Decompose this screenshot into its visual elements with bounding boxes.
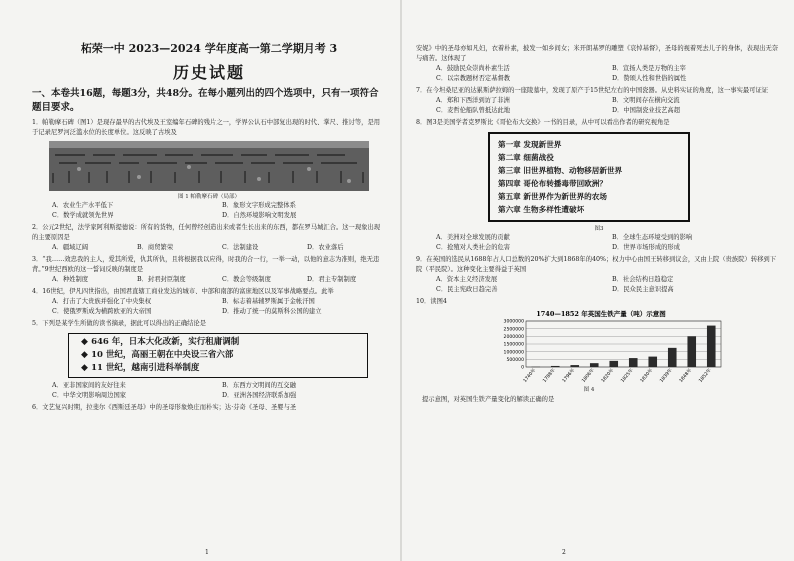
x-tick-label: 1796年: [561, 368, 577, 384]
contents-line-1: 第一章 发现新世界: [498, 140, 562, 149]
x-tick-label: 1852年: [698, 368, 713, 384]
palermo-stone-image: [49, 141, 369, 191]
question-8: 8．图3是美国学者克罗斯比《哥伦布大交换》一书的目录，从中可以看出作者的研究视角是: [416, 119, 670, 126]
q3-option-a: A．种姓制度: [52, 276, 89, 283]
q6-option-a: A．鼓励民众崇尚朴素生活: [436, 65, 510, 72]
q4-option-a: A．打击了大贵族并强化了中央集权: [52, 298, 152, 305]
question-1: 1．帕勒摩石碑（图1）是现存最早的古代埃及王室编年石碑的残片之一，学界公认石中部复出现的时代、掌尺、推讨等，是用于记录尼罗河泛滥水位的长度单位。这反映了古埃及: [32, 119, 381, 136]
x-tick-label: 1806年: [581, 368, 596, 384]
question-7: 7．在今坦桑尼亚的达累斯萨拉姆的一座陵墓中，发现了原产于15世纪左右的中国瓷器。从史料实证的角度，这一事实最可证证: [416, 87, 769, 94]
x-tick-label: 1839年: [659, 368, 674, 384]
question-9: 9．在英国的选民从1688年占人口总数的20%扩大到1868年的40%；权力中心由国王转移到议会，又由上院（贵族院）转移到下院（平民院）。这种变化主要得益于英国: [416, 256, 777, 273]
q8-option-c: C．抢殖对人类社会的危害: [436, 244, 511, 251]
q3-option-d: D．君主专制制度: [307, 276, 357, 283]
contents-line-3: 第三章 旧世界植物、动物移居新世界: [498, 166, 623, 175]
y-tick-label: 2500000: [503, 327, 524, 333]
chart-title: 1740—1852 年英国生铁产量（吨）示意图: [536, 310, 666, 318]
q1-option-d: D．自然环境影响文明发展: [222, 212, 297, 219]
q7-option-a: A．郑和下西洋到访了非洲: [436, 97, 510, 104]
reading-notes-box: [68, 333, 368, 378]
q2-option-d: D．农业落后: [307, 244, 344, 251]
q2-option-a: A．疆域辽阔: [52, 244, 89, 251]
y-tick-label: 1500000: [503, 342, 524, 348]
page-number-1: 1: [205, 549, 209, 556]
q6-option-c: C．以宗教题材否定基督教: [436, 75, 511, 82]
exam-subtitle: 历史试题: [172, 63, 245, 82]
contents-line-5: 第五章 新世界作为新世界的农场: [498, 192, 607, 201]
question-6-continued: 安妮》中的圣母亦如凡妇，衣着朴素，披发一如乡间女；米开朗基罗的雕塑《哀悼基督》，圣母的视着死去儿子的身体，表现出无奈与痛苦。这体现了: [416, 45, 779, 62]
note-3: 11 世纪，越南引进科举制度: [91, 363, 200, 373]
q3-option-c: C．教会等级制度: [222, 276, 271, 283]
bar-1830年: [648, 357, 657, 367]
contents-line-2: 第二章 细菌战役: [498, 153, 554, 162]
q5-option-c: C．中华文明影响周边国家: [52, 392, 127, 399]
q6-option-b: B．宣扬人类是万物的主宰: [612, 65, 686, 72]
image-4-caption: 图 4: [583, 387, 595, 393]
q1-option-b: B．象形文字形成完整体系: [222, 202, 296, 209]
question-3: 3．“我……效忠我的主人，爱其所爱，仇其所仇，且将根据我以应得，时我的合一行，一举一动，以他的意志为准则，绝无违背。”9世纪西欧的这一誓词反映的制度是: [32, 256, 380, 273]
y-tick-label: 500000: [506, 357, 524, 363]
q9-option-d: D．民众民主意识提高: [612, 286, 674, 293]
bar-1848年: [687, 336, 696, 367]
q8-option-a: A．美洲对全球发展的贡献: [436, 234, 510, 241]
y-tick-label: 3000000: [503, 319, 524, 325]
bar-1852年: [707, 326, 716, 367]
y-tick-label: 1000000: [503, 350, 524, 356]
q2-option-c: C．法制建设: [222, 244, 259, 251]
bar-1788年: [551, 366, 560, 367]
q5-option-d: D．亚洲各国经济联系加强: [222, 392, 297, 399]
note-1: 646 年，日本大化改新，实行租庸调制: [91, 337, 240, 347]
section-heading: 一、本卷共16题，每题3分，共48分。在每小题列出的四个选项中，只有一项符合题目要求。: [32, 88, 379, 113]
x-tick-label: 1830年: [639, 368, 655, 384]
page-number-2: 2: [562, 549, 566, 556]
y-tick-label: 2000000: [503, 334, 524, 340]
y-tick-label: 0: [521, 365, 524, 371]
x-tick-label: 1820年: [600, 368, 616, 384]
q1-option-a: A．农业生产水平低下: [52, 202, 114, 209]
bar-1806年: [590, 363, 599, 367]
question-10-text: 提示意图，对英国生铁产量变化的解读正确的是: [422, 396, 555, 403]
q6-option-d: D．赞颂人性和世俗的属性: [612, 75, 687, 82]
q4-option-c: C．使俄罗斯成为横跨欧亚的大帝国: [52, 308, 152, 315]
bar-1796年: [570, 365, 579, 367]
x-tick-label: 1740年: [522, 368, 538, 384]
q8-option-b: B．全球生态环境受到的影响: [612, 234, 693, 241]
note-2: 10 世纪，高丽王朝在中央设三省六部: [91, 350, 234, 360]
right-page: [402, 0, 794, 561]
q9-option-c: C．民主宪政日趋完善: [436, 286, 498, 293]
q3-option-b: B．封君封臣制度: [137, 276, 186, 283]
question-6: 6．文艺复兴时期，拉斐尔《西斯廷圣母》中的圣母形象焕庄而朴实；达·芬奇《圣母、圣婴与圣: [32, 404, 297, 411]
question-10: 10．读图4: [416, 298, 447, 305]
q9-option-b: B．社会结构日趋稳定: [612, 276, 674, 283]
q7-option-d: D．中国制瓷业技艺高超: [612, 107, 681, 114]
exam-title: 柘荣一中 2023—2024 学年度高一第二学期月考 3: [80, 42, 338, 55]
image-1-caption: 图 1 帕勒摩石碑（局部）: [178, 194, 240, 200]
q1-option-c: C．数学成就领先世界: [52, 212, 114, 219]
pig-iron-chart-svg: [476, 309, 726, 385]
diamond-bullet-icon: ◆: [81, 363, 92, 373]
diamond-bullet-icon: ◆: [81, 337, 92, 347]
pig-iron-chart: [476, 309, 726, 385]
contents-line-4: 第四章 哥伦布转播毒带回欧洲？: [498, 179, 607, 188]
q2-option-b: B．商贸繁荣: [137, 244, 174, 251]
question-4: 4．16世纪，伊凡四世指出，由国君直辖工商业发达的城市、中部和南部的富庶地区以及军事战略要点。此举: [32, 288, 334, 295]
q5-option-a: A．亚非国家间的友好往来: [52, 382, 126, 389]
question-2: 2．公元2世纪，法学家阿利斯提德说：所有的货物，任何曾经创造出来或者生长出来的东西，都在罗马城汇合。这一现象出现的主要原因是: [32, 224, 381, 241]
question-5: 5．下列是某学生所做的读书摘录，据此可以得出的正确结论是: [32, 320, 207, 327]
bar-1839年: [668, 348, 677, 367]
q7-option-c: C．麦哲伦船队曾抵达此地: [436, 107, 511, 114]
q7-option-b: B．文明间存在横向交流: [612, 97, 680, 104]
book-contents-box: [488, 132, 690, 222]
contents-line-6: 第六章 生物多样性遭破坏: [498, 205, 585, 214]
x-tick-label: 1848年: [678, 368, 694, 384]
x-tick-label: 1788年: [542, 368, 557, 384]
q5-option-b: B．东西方文明间的互交融: [222, 382, 296, 389]
bar-1820年: [609, 361, 618, 367]
x-tick-label: 1825年: [620, 368, 635, 384]
q8-option-d: D．世界市场形成的形成: [612, 244, 681, 251]
q4-option-d: D．推动了统一的莫斯科公国的建立: [222, 308, 322, 315]
image-3-caption: 图3: [594, 226, 604, 232]
q4-option-b: B．标志着基辅罗斯属于金帐汗国: [222, 298, 315, 305]
bar-1825年: [629, 358, 638, 367]
diamond-bullet-icon: ◆: [81, 350, 92, 360]
q9-option-a: A．资本主义经济发展: [436, 276, 498, 283]
